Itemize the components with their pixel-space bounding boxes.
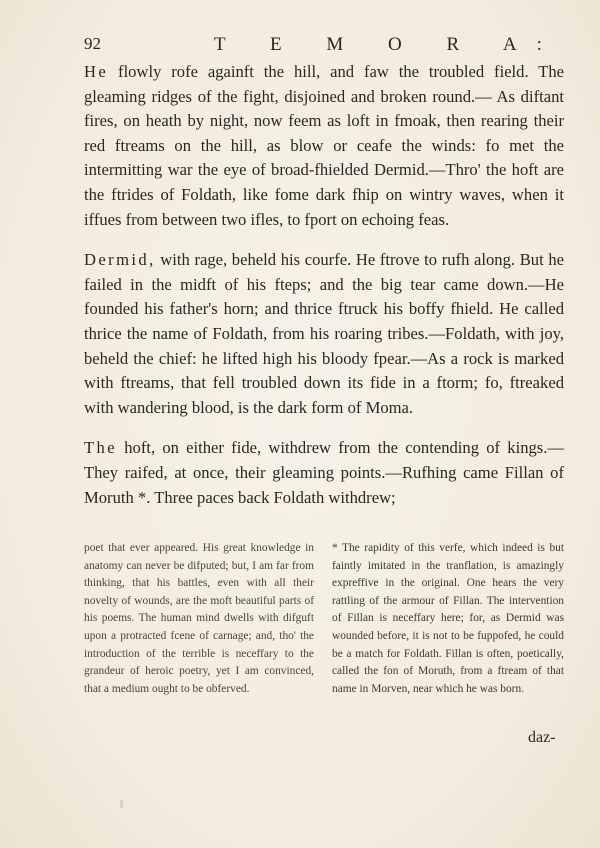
page-number: 92 — [84, 34, 101, 53]
footnotes — [84, 540, 564, 698]
paragraph-lead-word: He — [84, 62, 109, 81]
footnote-left-column: poet that ever appeared. His great knowledge in anatomy can never be difputed; but, I am far from thinking, that his battles, even with all their novelty of wounds, are the moft beautiful parts of his poems. The human mind dwells with difguft upon a protracted fcene of carnage; and, tho' the introduction of the terrible is neceffary to the grandeur of heroic poetry, yet I am convinced, that a medium ought to be obferved. — [84, 542, 314, 695]
paragraph-text: flowly rofe againft the hill, and faw the troubled field. The gleaming ridges of the fight, disjoined and broken round.— As diftant fires, on heath by night, now feem as loft in fmoak, then rearing their red ftreams on the hill, as blow or ceafe the winds: fo met the intermitting war the eye of broad-fhielded Dermid.—Thro' the hoft are the ftrides of Foldath, like fome dark fhip on wintry waves, when it iffues from between two ifles, to fport on echoing feas. — [84, 62, 564, 229]
paragraph-lead-word: Dermid, — [84, 250, 156, 270]
page-header — [84, 34, 564, 62]
paper-mark — [120, 800, 123, 808]
running-title: T E M O R A: — [214, 34, 562, 55]
paragraph-lead-word: The — [84, 438, 117, 458]
paragraph-text: with rage, beheld his courfe. He ftrove to rufh along. But he failed in the midft of his fteps; and the big tear came down.—He founded his father's horn; and thrice ftruck his boffy fhield. He called thrice the name of Foldath, from his roaring tribes.—Foldath, with joy, beheld the chief: he lifted high his bloody fpear.—As a rock is marked with ftreams, that fell troubled down its fide in a ftorm; fo, ftreaked with wandering blood, is the dark form of Moma. — [84, 250, 564, 417]
paragraph — [84, 60, 564, 232]
footnote-right-column: * The rapidity of this verfe, which indeed is but faintly imitated in the tranflation, is amazingly expreffive in the original. One hears the very rattling of the armour of Fillan. The intervention of Fillan is neceffary here; for, as Dermid was wounded before, it is not to be fuppofed, he could be a match for Foldath. Fillan is often, poetically, called the fon of Moruth, from a ftream of that name in Morven, near which he was born. — [332, 542, 564, 695]
paragraph — [84, 248, 564, 420]
main-text — [84, 60, 564, 526]
catchword: daz- — [528, 729, 556, 746]
paragraph-text: hoft, on either fide, withdrew from the contending of kings.—They raifed, at once, their gleaming points.—Rufhing came Fillan of Moruth *. Three paces back Foldath withdrew; — [84, 438, 564, 507]
paragraph — [84, 436, 564, 510]
